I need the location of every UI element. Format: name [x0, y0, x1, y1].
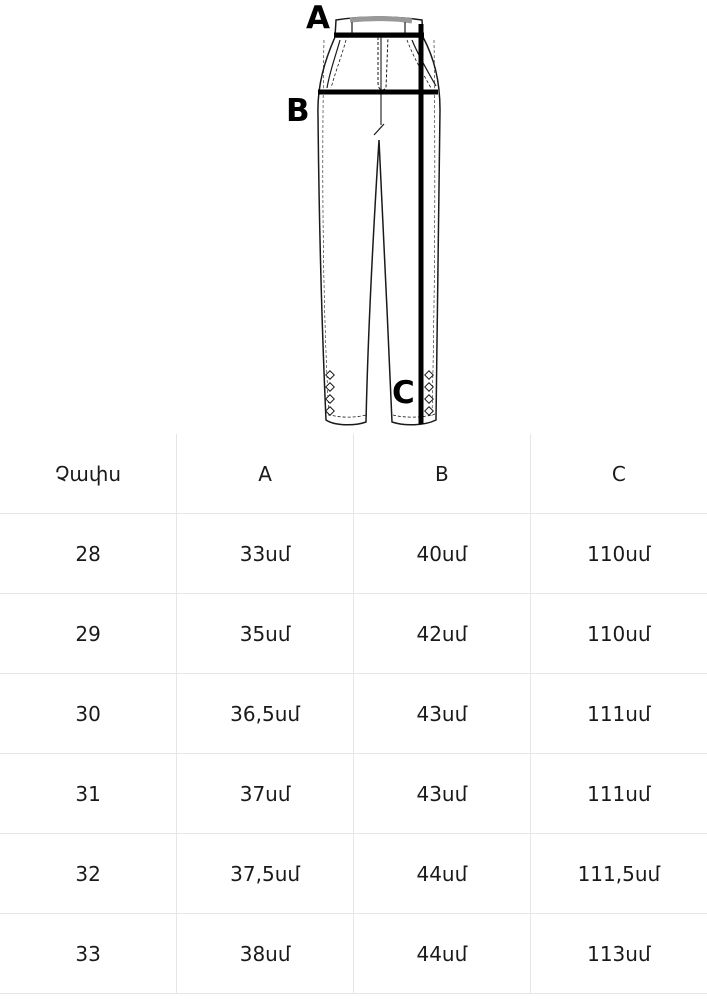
- cell-c: 111սմ: [530, 754, 707, 834]
- measure-label-b: B: [286, 93, 310, 129]
- table-header-row: [0, 434, 707, 514]
- cell-a: 37,5սմ: [177, 834, 354, 914]
- cell-b: 43սմ: [354, 674, 531, 754]
- cell-a: 38սմ: [177, 914, 354, 994]
- cell-b: 43սմ: [354, 754, 531, 834]
- cell-a: 35սմ: [177, 594, 354, 674]
- cell-size: 32: [0, 834, 177, 914]
- cell-c: 111,5սմ: [530, 834, 707, 914]
- cell-a: 33սմ: [177, 514, 354, 594]
- cell-c: 111սմ: [530, 674, 707, 754]
- cell-size: 28: [0, 514, 177, 594]
- table-row: [0, 594, 707, 674]
- trousers-measurement-diagram: [0, 0, 707, 434]
- header-size: Չափս: [0, 434, 177, 514]
- cell-size: 31: [0, 754, 177, 834]
- trousers-sketch: [0, 0, 707, 434]
- table-row: [0, 834, 707, 914]
- cell-b: 44սմ: [354, 914, 531, 994]
- cell-size: 33: [0, 914, 177, 994]
- cell-a: 37սմ: [177, 754, 354, 834]
- cell-size: 29: [0, 594, 177, 674]
- table-row: [0, 514, 707, 594]
- cell-b: 42սմ: [354, 594, 531, 674]
- waistband-inner: [350, 19, 412, 21]
- table-row: [0, 754, 707, 834]
- measure-label-a: A: [306, 0, 330, 36]
- cell-a: 36,5սմ: [177, 674, 354, 754]
- header-b: B: [354, 434, 531, 514]
- cell-c: 113սմ: [530, 914, 707, 994]
- header-a: A: [177, 434, 354, 514]
- header-c: C: [530, 434, 707, 514]
- cell-size: 30: [0, 674, 177, 754]
- measure-label-c: C: [392, 375, 415, 411]
- table-row: [0, 914, 707, 994]
- table-row: [0, 674, 707, 754]
- size-chart-table: [0, 434, 707, 994]
- cell-c: 110սմ: [530, 594, 707, 674]
- cell-b: 44սմ: [354, 834, 531, 914]
- cell-c: 110սմ: [530, 514, 707, 594]
- cell-b: 40սմ: [354, 514, 531, 594]
